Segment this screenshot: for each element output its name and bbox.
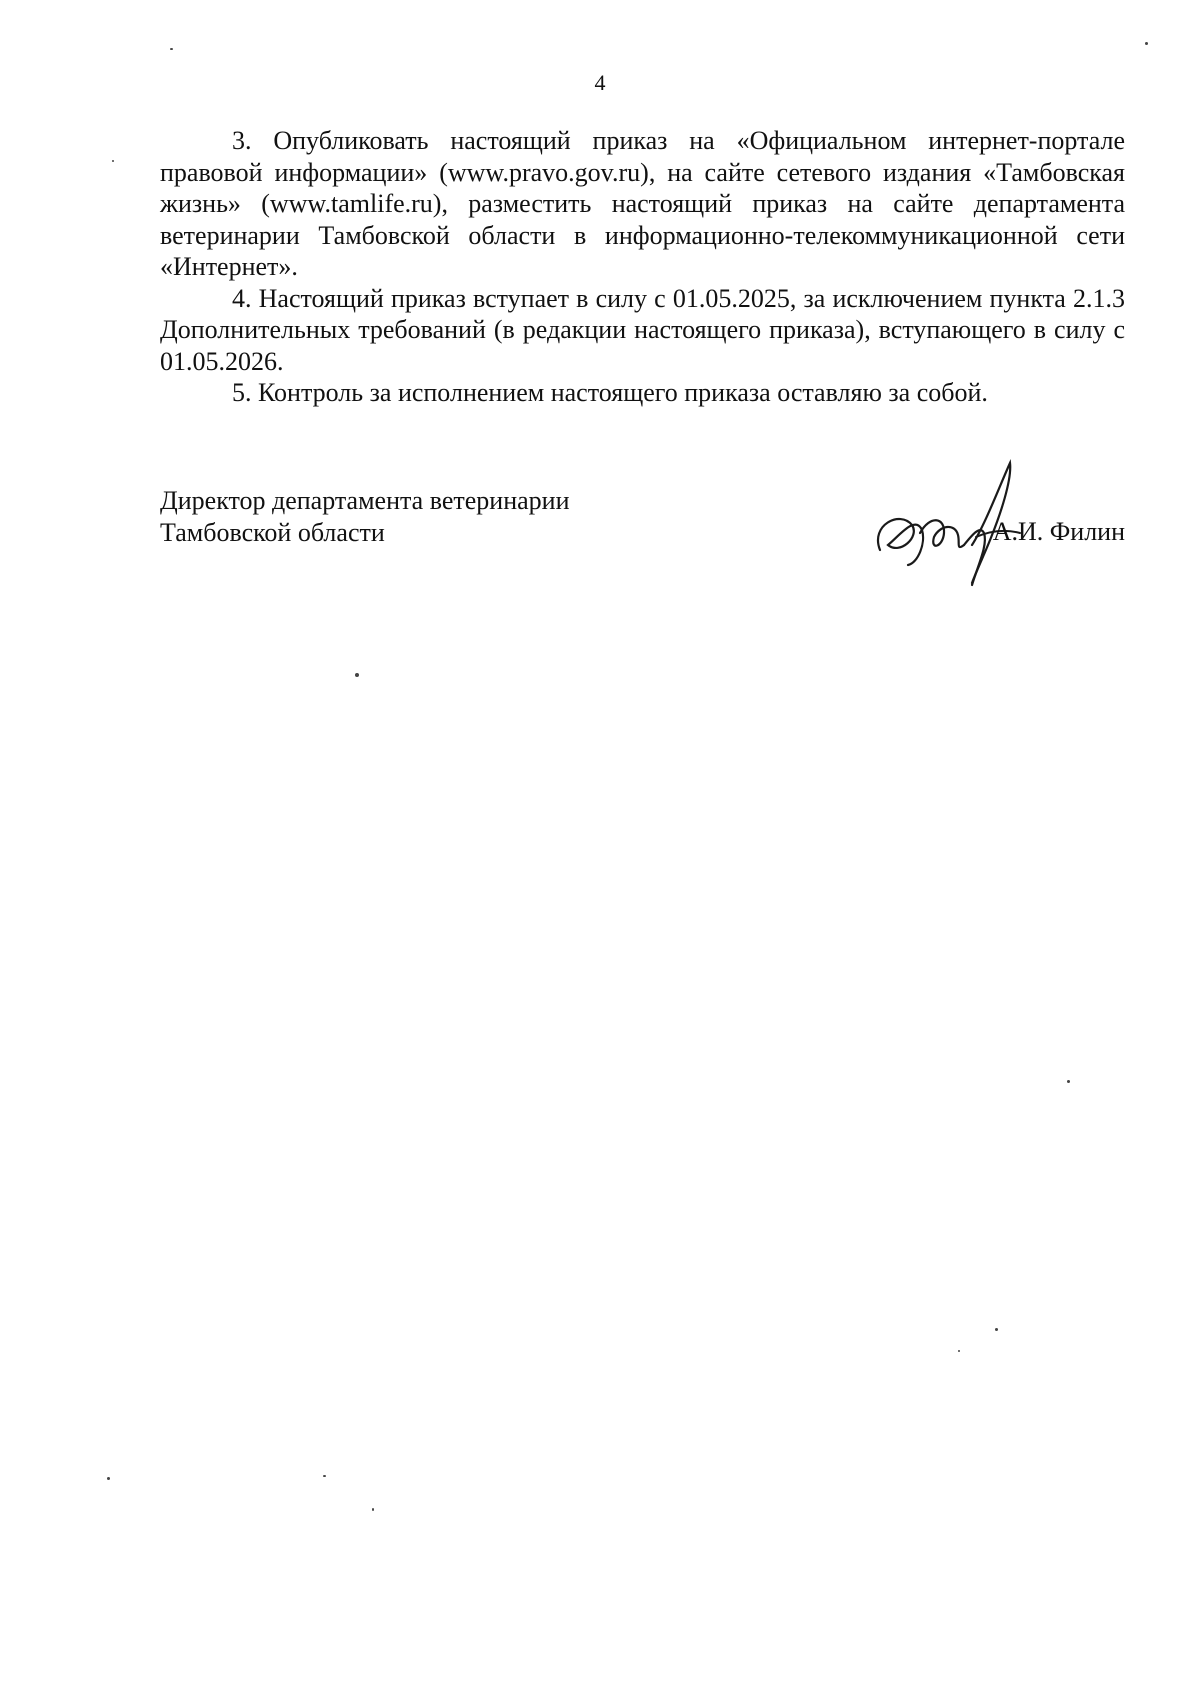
signatory-title bbox=[160, 485, 570, 548]
scan-speck bbox=[323, 1475, 326, 1477]
signatory-title-line-2: Тамбовской области bbox=[160, 517, 385, 547]
scan-speck bbox=[1145, 42, 1148, 45]
page-number: 4 bbox=[594, 70, 606, 95]
scan-speck bbox=[995, 1328, 998, 1331]
scan-speck bbox=[112, 160, 114, 162]
scan-speck bbox=[107, 1477, 110, 1480]
paragraph-effective-date: 4. Настоящий приказ вступает в силу с 01.05.2025, за исключением пункта 2.1.3 Дополнительных требований (в редакции настоящего приказа), вступающего в силу с 01.05.2026. bbox=[160, 283, 1125, 376]
scan-speck bbox=[170, 48, 173, 50]
paragraph-control: 5. Контроль за исполнением настоящего приказа оставляю за собой. bbox=[232, 378, 988, 407]
scan-speck bbox=[372, 1508, 374, 1511]
paragraph-publication: 3. Опубликовать настоящий приказ на «Официальном интернет-портале правовой информации» (www.pravo.gov.ru), на сайте сетевого издания «Тамбовская жизнь» (www.tamlife.ru), разместить настоящий приказ на сайте департамента ветеринарии Тамбовской области в информационно-телекоммуникационной сети «Интернет». bbox=[160, 126, 1125, 281]
document-body bbox=[160, 125, 1125, 409]
scan-speck bbox=[1067, 1080, 1070, 1083]
scan-speck bbox=[958, 1350, 960, 1352]
signatory-name: А.И. Филин bbox=[992, 517, 1125, 546]
signature-block bbox=[160, 485, 1125, 605]
signatory-title-line-1: Директор департамента ветеринарии bbox=[160, 486, 570, 515]
scan-speck bbox=[355, 673, 359, 677]
